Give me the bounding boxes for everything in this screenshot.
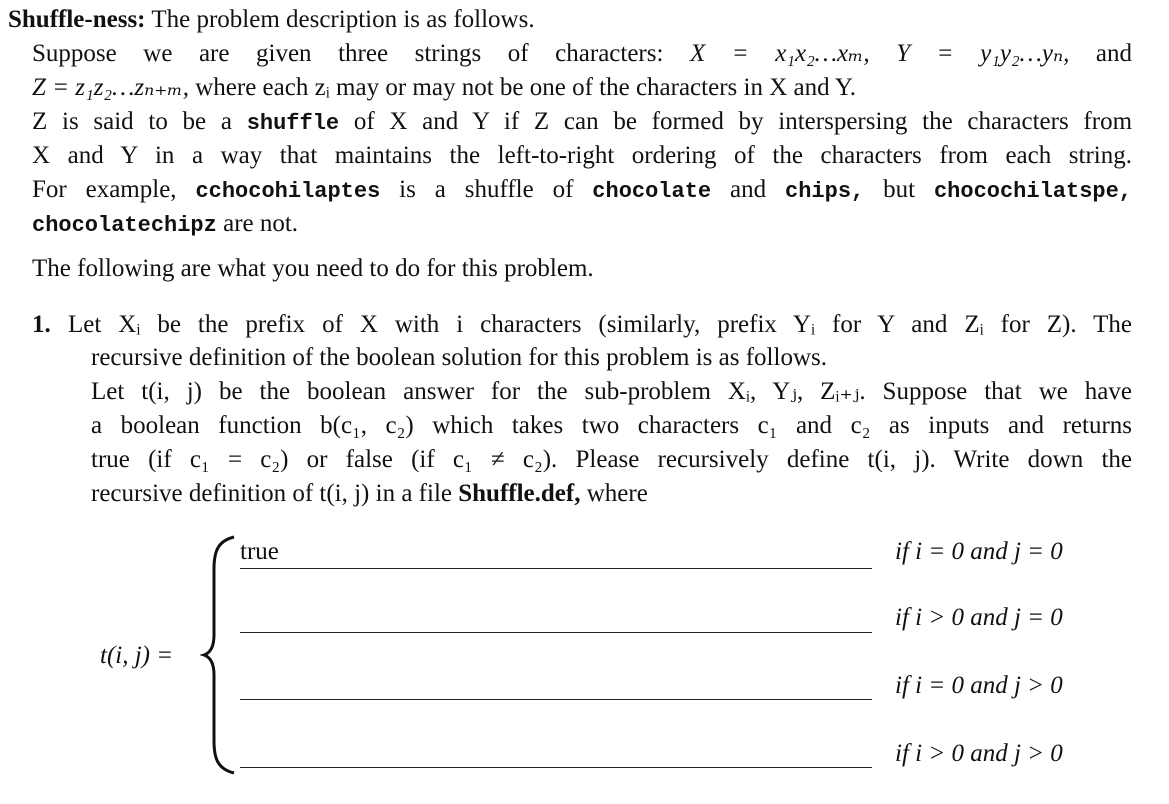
para1-line2: [32, 72, 856, 104]
example-code-2: chocolate: [592, 179, 712, 204]
para1-line5-d: but: [883, 176, 916, 203]
item1-line6: [91, 478, 648, 510]
example-code-1: cchocohilaptes: [195, 179, 381, 204]
case-3-condition: if i = 0 and j > 0: [895, 672, 1063, 699]
para1-line1-math: X = x₁x₂…xₘ, Y = y₁y₂…yₙ,: [689, 40, 1070, 67]
para1-line1-c: and: [1095, 40, 1133, 67]
para1-line3-a: Z is said to be a: [32, 108, 232, 135]
shuffle-def-filename: Shuffle.def,: [458, 480, 581, 507]
para1-line5-b: is a shuffle of: [399, 176, 574, 203]
para1-line6-a: are not.: [223, 210, 299, 237]
left-brace-icon: [200, 535, 240, 775]
case-2-condition: if i > 0 and j = 0: [895, 604, 1063, 631]
example-code-3: chips,: [785, 179, 865, 204]
para1-line3-b: of X and Y if Z can be formed by interspersing the characters from: [353, 108, 1133, 135]
case-4-value[interactable]: [240, 737, 872, 768]
para1-line5-a: For example,: [32, 176, 177, 203]
para1-line6: [32, 208, 298, 242]
case-1-condition: if i = 0 and j = 0: [895, 538, 1063, 565]
para1-line2-math: Z = z₁z₂…zₙ₊ₘ,: [32, 74, 189, 101]
title-text: The problem description is as follows.: [151, 6, 535, 33]
item1-line6-a: recursive definition of t(i, j) in a file: [91, 480, 452, 507]
example-code-4: chocochilatspe,: [933, 179, 1133, 204]
item1-line6-c: where: [586, 480, 648, 507]
para1-line2-b: where each zᵢ may or may not be one of the characters in X and Y.: [195, 74, 857, 101]
item1-line5: true (if c₁ = c₂) or false (if c₁ ≠ c₂). Please recursively define t(i, j). Write down the: [91, 446, 1132, 473]
para1-line5-c: and: [730, 176, 767, 203]
case-2-value[interactable]: [240, 602, 872, 633]
para1-line4: X and Y in a way that maintains the left-to-right ordering of the characters from each string.: [32, 142, 1132, 169]
title-line: [8, 4, 535, 36]
para1-line3: [32, 106, 1132, 140]
case-1-value[interactable]: [240, 538, 872, 569]
case-4-condition: if i > 0 and j > 0: [895, 740, 1063, 767]
item1-line4: a boolean function b(c₁, c₂) which takes two characters c₁ and c₂ as inputs and returns: [91, 412, 1132, 439]
example-code-5: chocolatechipz: [32, 213, 217, 238]
para1-line1: [32, 38, 1132, 70]
para2: The following are what you need to do for this problem.: [32, 255, 594, 282]
item1-number: 1.: [32, 311, 51, 338]
para1-line5: [32, 174, 1132, 208]
shuffle-code: shuffle: [246, 111, 340, 136]
item1-line1: Let Xᵢ be the prefix of X with i characters (similarly, prefix Yᵢ for Y and Zᵢ for Z). The: [68, 311, 1132, 338]
item1-line2: recursive definition of the boolean solution for this problem is as follows.: [91, 344, 827, 371]
title-bold: Shuffle-ness:: [8, 6, 146, 33]
case-3-value[interactable]: [240, 669, 872, 700]
item1-line3: Let t(i, j) be the boolean answer for the sub-problem Xᵢ, Yⱼ, Zᵢ₊ⱼ. Suppose that we have: [91, 378, 1132, 405]
case-1-value-text: true: [240, 538, 279, 565]
definition-lhs: t(i, j) =: [100, 642, 174, 669]
para1-line1-a: Suppose we are given three strings of characters:: [32, 40, 664, 67]
